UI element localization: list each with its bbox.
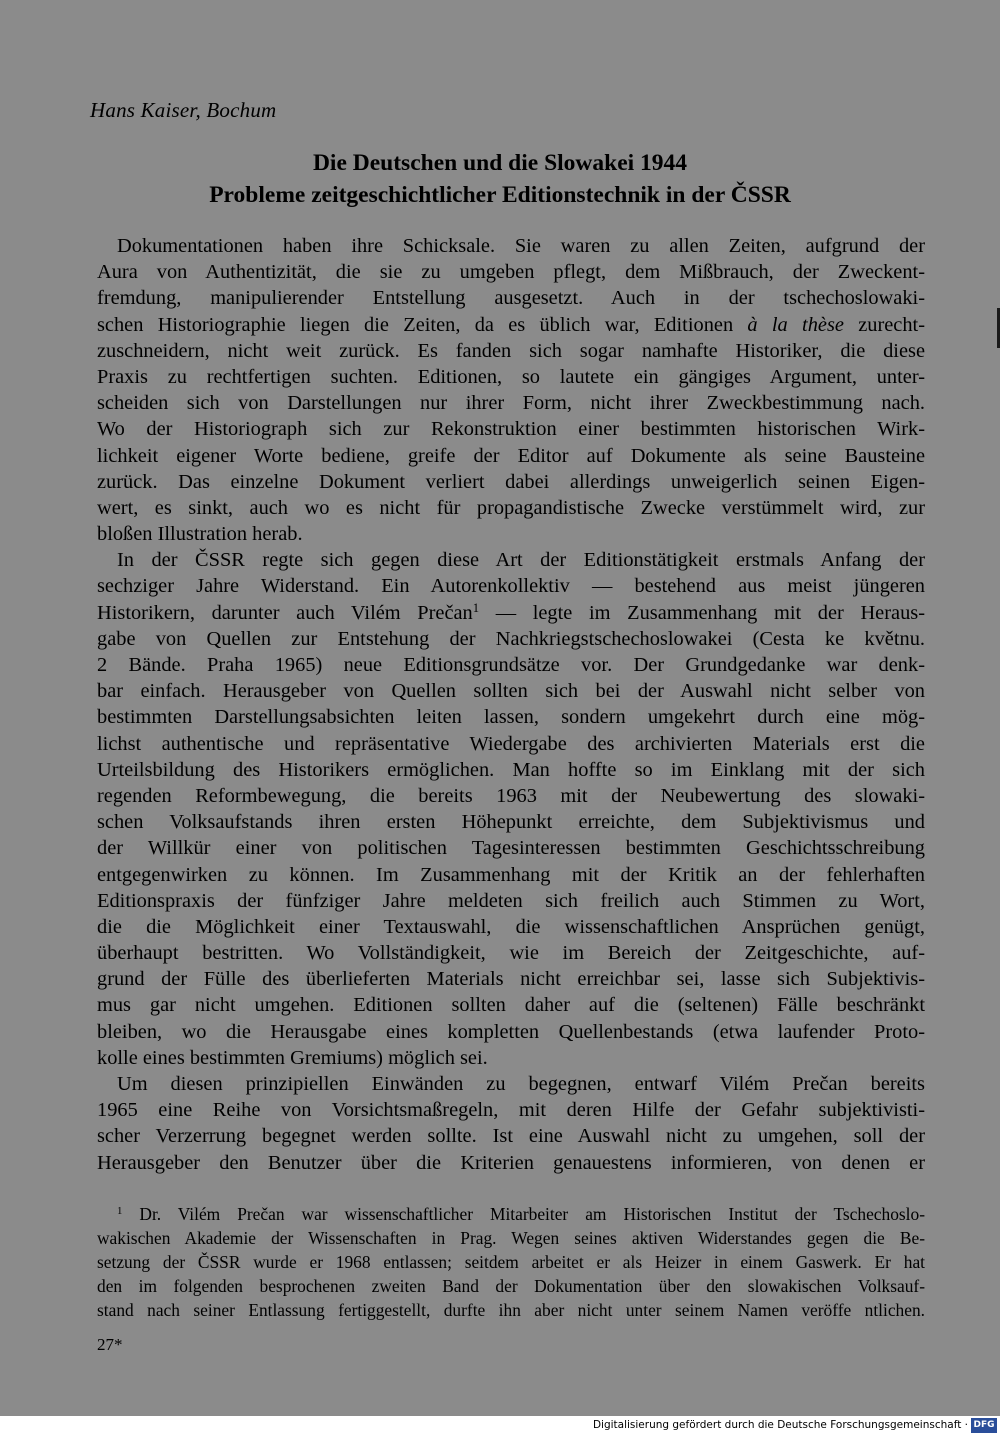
- dfg-logo: DFG: [971, 1418, 997, 1433]
- body-line: Urteilsbildung des Historikers ermöglichen. Man hoffte so im Einklang mit der sich: [97, 758, 925, 781]
- body-line: überhaupt bestritten. Wo Vollständigkeit, wie im Bereich der Zeitgeschichte, auf-: [97, 942, 925, 965]
- footnote-line: den im folgenden besprochenen zweiten Band der Dokumentation über den slowakischen Volksauf-: [97, 1276, 925, 1297]
- article-title: Die Deutschen und die Slowakei 1944: [312, 150, 688, 176]
- body-line: Wo der Historiograph sich zur Rekonstruktion einer bestimmten historischen Wirk-: [97, 418, 925, 441]
- body-line: der Willkür einer von politischen Tagesinteressen bestimmten Geschichtsschreibung: [97, 837, 925, 860]
- body-line: grund der Fülle des überlieferten Materials nicht erreichbar sei, lasse sich Subjektivis-: [97, 968, 925, 991]
- body-line: bar einfach. Herausgeber von Quellen sollten sich bei der Auswahl nicht selber von: [97, 680, 925, 703]
- footnote: [97, 1202, 925, 1322]
- body-line: zuschneidern, nicht weit zurück. Es fanden sich sogar namhafte Historiker, die diese: [97, 339, 925, 362]
- article-subtitle: Probleme zeitgeschichtlicher Editionstechnik in der ČSSR: [209, 182, 791, 208]
- body-line: Herausgeber den Benutzer über die Kriterien genauestens informieren, von denen er: [97, 1151, 925, 1174]
- body-line: 1965 eine Reihe von Vorsichtsmaßregeln, mit deren Hilfe der Gefahr subjektivisti-: [97, 1099, 925, 1122]
- body-line: regenden Reformbewegung, die bereits 1963 mit der Neubewertung des slowaki-: [97, 784, 925, 807]
- footnote-line: setzung der ČSSR wurde er 1968 entlassen; seitdem arbeitet er als Heizer in einem Gaswerk. Er hat: [97, 1252, 925, 1273]
- digitization-credit: Digitalisierung gefördert durch die Deutsche Forschungsgemeinschaft ·: [592, 1419, 968, 1431]
- digitization-credit-bar: [0, 1416, 1000, 1436]
- body-line: lichkeit eigener Worte bediene, greife der Editor auf Dokumente als seine Bausteine: [97, 444, 925, 467]
- body-line: kolle eines bestimmten Gremiums) möglich sei.: [97, 1046, 488, 1069]
- body-line: Dokumentationen haben ihre Schicksale. Sie waren zu allen Zeiten, aufgrund der: [117, 235, 925, 257]
- body-line: bleiben, wo die Herausgabe eines kompletten Quellenbestands (etwa laufender Proto-: [97, 1020, 925, 1043]
- author-line: Hans Kaiser, Bochum: [90, 98, 277, 122]
- body-line: Um diesen prinzipiellen Einwänden zu begegnen, entwarf Vilém Prečan bereits: [117, 1073, 925, 1095]
- body-line: Praxis zu rechtfertigen suchten. Editionen, so lautete ein gängiges Argument, unter-: [97, 365, 925, 388]
- footnote-line: stand nach seiner Entlassung fertiggestellt, durfte ihn aber nicht unter seinem Namen veröffe ntlichen.: [97, 1300, 925, 1321]
- body-line: wert, es sinkt, auch wo es nicht für propagandistische Zwecke verstümmelt wird, zur: [97, 496, 925, 519]
- body-line: fremdung, manipulierender Entstellung ausgesetzt. Auch in der tschechoslowaki-: [97, 287, 925, 310]
- body-line: 2 Bände. Praha 1965) neue Editionsgrundsätze vor. Der Grundgedanke war denk-: [97, 654, 925, 676]
- body-line: mus gar nicht umgehen. Editionen sollten daher auf die (seltenen) Fälle beschränkt: [97, 994, 925, 1017]
- body-line: Editionspraxis der fünfziger Jahre meldeten sich freilich auch Stimmen zu Wort,: [97, 889, 925, 912]
- body-line: bestimmten Darstellungsabsichten leiten lassen, sondern umgekehrt durch eine mög-: [97, 706, 925, 729]
- body-line: entgegenwirken zu können. Im Zusammenhang mit der Kritik an der fehlerhaften: [97, 863, 925, 886]
- footnote-line: wakischen Akademie der Wissenschaften in Prag. Wegen seines aktiven Widerstandes gegen die Be-: [97, 1228, 925, 1249]
- page-number: 27*: [97, 1335, 123, 1354]
- body-line: Historikern, darunter auch Vilém Prečan$^1$ — legte im Zusammenhang mit der Heraus-: [97, 600, 925, 624]
- body-line: scher Verzerrung begegnet werden sollte. Ist eine Auswahl nicht zu umgehen, soll der: [97, 1125, 925, 1148]
- body-line: zurück. Das einzelne Dokument verliert dabei allerdings unweigerlich seinen Eigen-: [97, 470, 925, 493]
- body-line: lichst authentische und repräsentative Wiedergabe des archivierten Materials erst die: [97, 732, 925, 755]
- body-line: schen Volksaufstands ihren ersten Höhepunkt erreichte, dem Subjektivismus und: [97, 811, 925, 834]
- body-line: gabe von Quellen zur Entstehung der Nachkriegstschechoslowakei (Cesta ke květnu.: [97, 627, 925, 650]
- body-line: schen Historiographie liegen die Zeiten, da es üblich war, Editionen à la thèse zurecht-: [97, 313, 925, 336]
- body-line: bloßen Illustration herab.: [97, 523, 303, 546]
- footnote-line: $^1$ Dr. Vilém Prečan war wissenschaftlicher Mitarbeiter am Historischen Institut der Tschechoslo-: [117, 1204, 925, 1224]
- article-body: [97, 233, 925, 1176]
- body-line: In der ČSSR regte sich gegen diese Art der Editionstätigkeit erstmals Anfang der: [117, 549, 925, 572]
- body-line: sechziger Jahre Widerstand. Ein Autorenkollektiv — bestehend aus meist jüngeren: [97, 575, 925, 598]
- body-line: die die Möglichkeit einer Textauswahl, die wissenschaftlichen Ansprüchen genügt,: [97, 915, 925, 938]
- body-line: scheiden sich von Darstellungen nur ihrer Form, nicht ihrer Zweckbestimmung nach.: [97, 392, 925, 415]
- body-line: Aura von Authentizität, die sie zu umgeben pflegt, dem Mißbrauch, der Zweckent-: [97, 261, 925, 284]
